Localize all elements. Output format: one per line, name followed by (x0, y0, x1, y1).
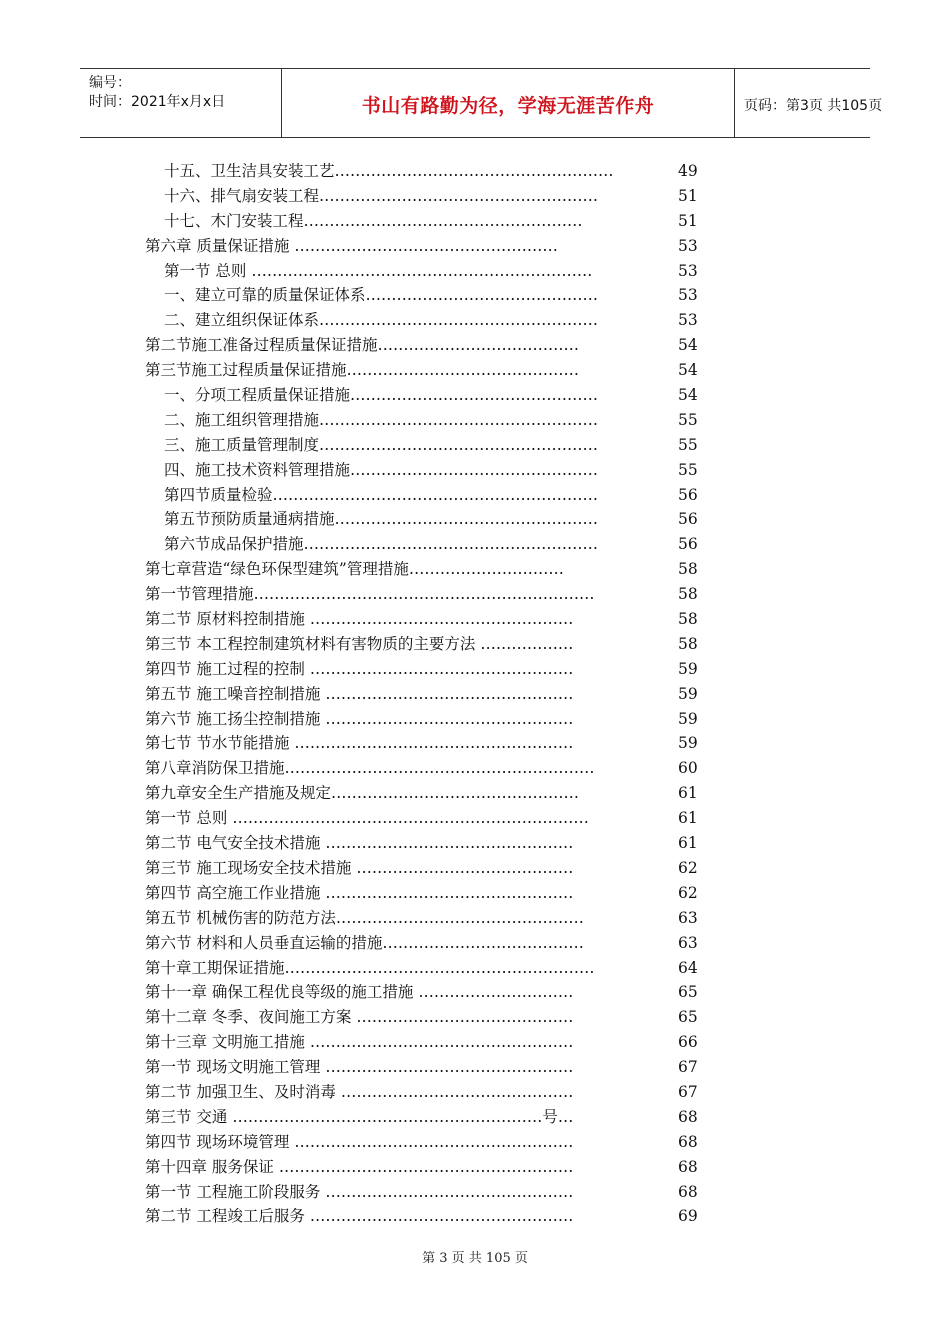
table-of-contents (145, 159, 715, 1229)
toc-entry[interactable] (145, 607, 715, 632)
toc-entry-label: 一、建立可靠的质量保证体系……………………………………… (164, 286, 599, 305)
toc-entry-page: 58 (678, 610, 698, 629)
toc-entry-page: 68 (678, 1182, 698, 1201)
toc-entry-label: 三、施工质量管理制度……………………………………………… (164, 435, 599, 454)
toc-entry-page: 66 (678, 1033, 698, 1052)
toc-entry[interactable] (145, 1180, 715, 1205)
toc-entry-label: 第一节 工程施工阶段服务 ………………………………………… (145, 1182, 574, 1201)
toc-entry[interactable] (145, 458, 715, 483)
toc-entry-label: 第十二章 冬季、夜间施工方案 …………………………………… (145, 1008, 574, 1027)
toc-entry[interactable] (145, 1080, 715, 1105)
toc-entry-page: 62 (678, 883, 698, 902)
toc-entry-page: 63 (678, 933, 698, 952)
toc-entry[interactable] (145, 333, 715, 358)
toc-entry-page: 64 (678, 958, 698, 977)
toc-entry-page: 63 (678, 908, 698, 927)
header-info-cell (80, 69, 281, 137)
toc-entry-page: 59 (678, 734, 698, 753)
toc-entry-page: 59 (678, 684, 698, 703)
toc-entry[interactable] (145, 632, 715, 657)
toc-entry[interactable] (145, 856, 715, 881)
document-date: 时间：2021年x月x日 (89, 94, 226, 110)
toc-entry-label: 第四节 施工过程的控制 …………………………………………… (145, 659, 574, 678)
toc-entry-label: 第四节 现场环境管理 ……………………………………………… (145, 1132, 574, 1151)
toc-entry[interactable] (145, 1130, 715, 1155)
toc-entry-label: 第八章消防保卫措施…………………………………………………… (145, 759, 595, 778)
toc-entry-label: 第四节质量检验……………………………………………………… (164, 485, 599, 504)
toc-entry-label: 第五节预防质量通病措施…………………………………………… (164, 510, 599, 529)
toc-entry-label: 第一节 总则 ………………………………………………………… (164, 261, 593, 280)
toc-entry[interactable] (145, 1030, 715, 1055)
toc-entry-label: 第三节 交通 ……………………………………………………号… (145, 1107, 574, 1126)
toc-entry-label: 第一节 总则 …………………………………………………………… (145, 809, 589, 828)
toc-entry-page: 53 (678, 311, 698, 330)
toc-entry-page: 60 (678, 759, 698, 778)
motto-text: 书山有路勤为径，学海无涯苦作舟 (361, 95, 655, 117)
toc-entry-label: 第五节 施工噪音控制措施 ………………………………………… (145, 684, 574, 703)
toc-entry-page: 53 (678, 261, 698, 280)
toc-entry-page: 55 (678, 435, 698, 454)
toc-entry-page: 56 (678, 535, 698, 554)
toc-entry-page: 65 (678, 1008, 698, 1027)
toc-entry[interactable] (145, 433, 715, 458)
toc-entry[interactable] (145, 408, 715, 433)
toc-entry-page: 51 (678, 211, 698, 230)
toc-entry-label: 一、分项工程质量保证措施………………………………………… (164, 386, 599, 405)
toc-entry-page: 61 (678, 809, 698, 828)
toc-entry[interactable] (145, 806, 715, 831)
toc-entry[interactable] (145, 831, 715, 856)
toc-entry-page: 65 (678, 983, 698, 1002)
toc-entry-label: 第七章营造“绿色环保型建筑”管理措施………………………… (145, 560, 564, 579)
page-header (80, 68, 883, 138)
header-page-cell (734, 69, 883, 137)
toc-entry-page: 55 (678, 460, 698, 479)
toc-entry-label: 第六节 施工扬尘控制措施 ………………………………………… (145, 709, 574, 728)
toc-entry-label: 二、建立组织保证体系……………………………………………… (164, 311, 599, 330)
toc-entry-page: 56 (678, 485, 698, 504)
toc-entry-label: 第十章工期保证措施…………………………………………………… (145, 958, 595, 977)
toc-entry[interactable] (145, 358, 715, 383)
toc-entry-page: 68 (678, 1132, 698, 1151)
toc-entry[interactable] (145, 283, 715, 308)
toc-entry-label: 第一节 现场文明施工管理 ………………………………………… (145, 1058, 574, 1077)
toc-entry-page: 58 (678, 585, 698, 604)
toc-entry-label: 十七、木门安装工程……………………………………………… (164, 211, 583, 230)
toc-entry[interactable] (145, 1055, 715, 1080)
toc-entry[interactable] (145, 682, 715, 707)
toc-entry-page: 58 (678, 634, 698, 653)
toc-entry-label: 二、施工组织管理措施……………………………………………… (164, 410, 599, 429)
toc-entry[interactable] (145, 184, 715, 209)
toc-entry[interactable] (145, 1155, 715, 1180)
toc-entry[interactable] (145, 781, 715, 806)
toc-entry-label: 第三节 本工程控制建筑材料有害物质的主要方法 ……………… (145, 634, 574, 653)
toc-entry-page: 56 (678, 510, 698, 529)
toc-entry[interactable] (145, 731, 715, 756)
toc-entry-page: 54 (678, 386, 698, 405)
toc-entry[interactable] (145, 1204, 715, 1229)
toc-entry-label: 十五、卫生洁具安装工艺……………………………………………… (164, 162, 614, 180)
toc-entry-label: 四、施工技术资料管理措施………………………………………… (164, 460, 599, 479)
toc-entry-page: 67 (678, 1058, 698, 1077)
toc-entry-label: 十六、排气扇安装工程……………………………………………… (164, 186, 599, 205)
toc-entry-page: 68 (678, 1157, 698, 1176)
page-footer: 第 3 页 共 105 页 (422, 1251, 528, 1266)
toc-entry-label: 第三节施工过程质量保证措施……………………………………… (145, 361, 580, 380)
toc-entry-label: 第七节 节水节能措施 ……………………………………………… (145, 734, 574, 753)
toc-entry-label: 第二节 加强卫生、及时消毒 ……………………………………… (145, 1082, 574, 1101)
toc-entry[interactable] (145, 209, 715, 234)
toc-entry-label: 第四节 高空施工作业措施 ………………………………………… (145, 883, 574, 902)
header-motto-cell (281, 69, 735, 137)
toc-entry-page: 55 (678, 410, 698, 429)
toc-entry-label: 第三节 施工现场安全技术措施 …………………………………… (145, 858, 574, 877)
toc-entry-page: 58 (678, 560, 698, 579)
toc-entry[interactable] (145, 234, 715, 259)
toc-entry[interactable] (145, 956, 715, 981)
toc-entry-page: 49 (678, 162, 698, 180)
toc-entry-label: 第二节 工程竣工后服务 …………………………………………… (145, 1207, 574, 1226)
toc-entry-label: 第一节管理措施………………………………………………………… (145, 585, 595, 604)
toc-entry-page: 53 (678, 236, 698, 255)
document-number: 编号： (89, 75, 131, 91)
toc-entry[interactable] (145, 980, 715, 1005)
toc-entry[interactable] (145, 159, 715, 184)
toc-entry-page: 61 (678, 834, 698, 853)
toc-entry-page: 51 (678, 186, 698, 205)
toc-entry-label: 第十一章 确保工程优良等级的施工措施 ………………………… (145, 983, 574, 1002)
toc-entry-label: 第十四章 服务保证 ………………………………………………… (145, 1157, 574, 1176)
toc-entry[interactable] (145, 557, 715, 582)
toc-entry-label: 第六节 材料和人员垂直运输的措施………………………………… (145, 933, 584, 952)
toc-entry-page: 67 (678, 1082, 698, 1101)
toc-entry[interactable] (145, 881, 715, 906)
toc-entry-page: 59 (678, 709, 698, 728)
toc-entry[interactable] (145, 756, 715, 781)
toc-entry-label: 第二节施工准备过程质量保证措施………………………………… (145, 336, 580, 355)
toc-entry-label: 第六章 质量保证措施 …………………………………………… (145, 236, 558, 255)
toc-entry-label: 第五节 机械伤害的防范方法………………………………………… (145, 908, 584, 927)
toc-entry-page: 62 (678, 858, 698, 877)
toc-entry-page: 53 (678, 286, 698, 305)
toc-entry-label: 第六节成品保护措施………………………………………………… (164, 535, 599, 554)
toc-entry-page: 68 (678, 1107, 698, 1126)
toc-entry-page: 61 (678, 784, 698, 803)
toc-entry[interactable] (145, 532, 715, 557)
toc-entry[interactable] (145, 383, 715, 408)
toc-entry[interactable] (145, 582, 715, 607)
toc-entry-page: 54 (678, 361, 698, 380)
toc-entry-page: 59 (678, 659, 698, 678)
toc-entry[interactable] (145, 707, 715, 732)
toc-entry-label: 第十三章 文明施工措施 …………………………………………… (145, 1033, 574, 1052)
toc-entry-label: 第九章安全生产措施及规定………………………………………… (145, 784, 580, 803)
toc-entry[interactable] (145, 507, 715, 532)
toc-entry[interactable] (145, 657, 715, 682)
toc-entry-page: 54 (678, 336, 698, 355)
toc-entry-label: 第二节 原材料控制措施 …………………………………………… (145, 610, 574, 629)
toc-entry[interactable] (145, 931, 715, 956)
toc-entry[interactable] (145, 1105, 715, 1130)
toc-entry-page: 69 (678, 1207, 698, 1226)
toc-entry[interactable] (145, 1005, 715, 1030)
toc-entry[interactable] (145, 259, 715, 284)
toc-entry[interactable] (145, 308, 715, 333)
toc-entry[interactable] (145, 483, 715, 508)
toc-entry-label: 第二节 电气安全技术措施 ………………………………………… (145, 834, 574, 853)
header-page-info: 页码：第3页 共105页 (744, 98, 883, 114)
toc-entry[interactable] (145, 906, 715, 931)
